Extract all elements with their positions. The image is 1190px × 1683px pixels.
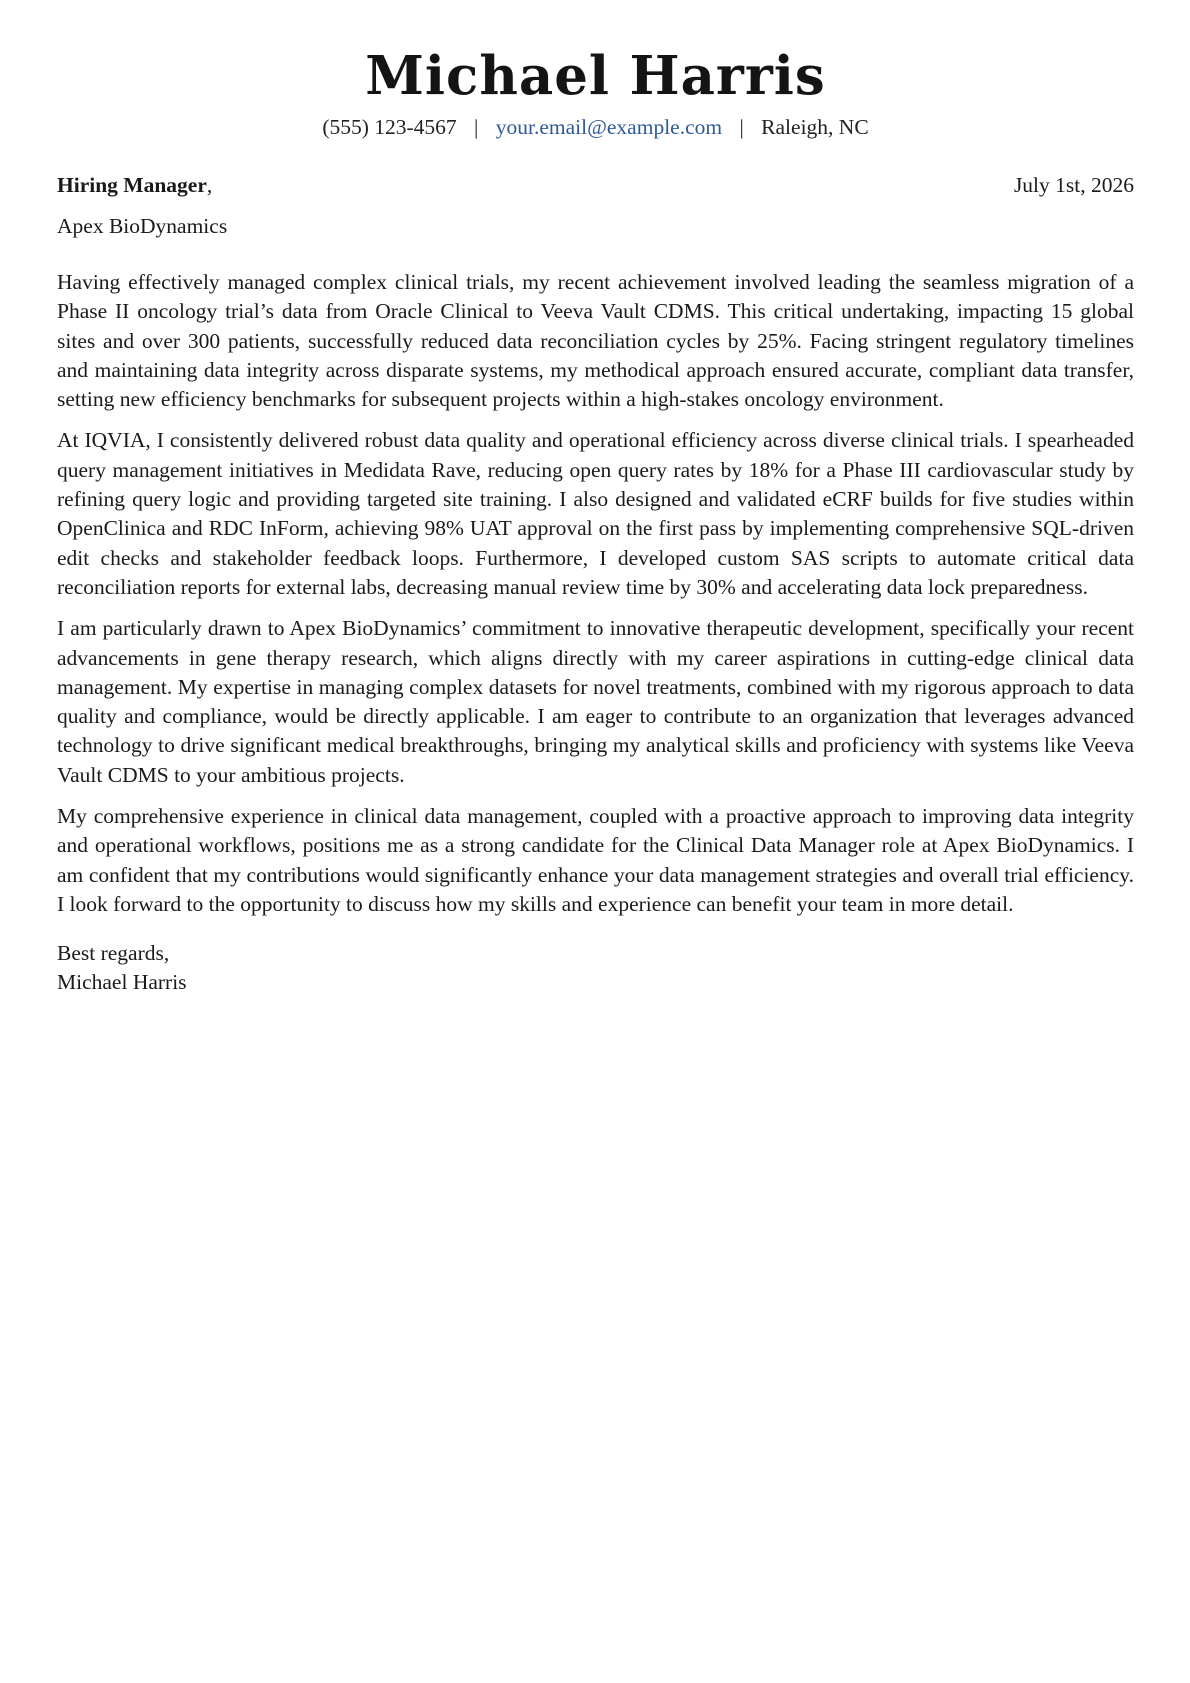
body-paragraph: I am particularly drawn to Apex BioDynamics’ commitment to innovative therapeutic development, specifically your recent advancements in gene therapy research, which aligns directly with my career aspirations in cutting-edge clinical data management. My expertise in managing complex datasets for novel treatments, combined with my rigorous approach to data quality and compliance, would be directly applicable. I am eager to contribute to an organization that leverages advanced technology to drive significant medical breakthroughs, bringing my analytical skills and proficiency with systems like Veeva Vault CDMS to your ambitious projects. [57,616,1134,787]
body-paragraph: My comprehensive experience in clinical data management, coupled with a proactive approach to improving data integrity and operational workflows, positions me as a strong candidate for the Clinical Data Manager role at Apex BioDynamics. I am confident that my contributions would significantly enhance your data management strategies and overall trial efficiency. I look forward to the opportunity to discuss how my skills and experience can benefit your team in more detail. [57,804,1134,916]
contact-separator: | [739,115,744,139]
recipient-company: Apex BioDynamics [57,214,228,238]
applicant-name: Michael Harris [365,45,826,107]
recipient-name: Hiring Manager [57,173,207,197]
location: Raleigh, NC [761,115,869,139]
recipient-greeting [57,171,212,199]
recipient-date-row [57,171,1134,199]
signature-name: Michael Harris [57,970,187,995]
contact-line [57,113,1134,141]
contact-separator: | [474,115,479,139]
email-link[interactable]: your.email@example.com [495,115,723,139]
body-paragraph: Having effectively managed complex clinical trials, my recent achievement involved leading the seamless migration of a Phase II oncology trial’s data from Oracle Clinical to Veeva Vault CDMS. This critical undertaking, impacting 15 global sites and over 300 patients, successfully reduced data reconciliation cycles by 25%. Facing stringent regulatory timelines and maintaining data integrity across disparate systems, my methodical approach ensured accurate, compliant data transfer, setting new efficiency benchmarks for subsequent projects within a high-stakes oncology environment. [57,270,1134,412]
letter-date: July 1st, 2026 [1013,173,1134,197]
body-paragraph: At IQVIA, I consistently delivered robust data quality and operational efficiency across diverse clinical trials. I spearheaded query management initiatives in Medidata Rave, reducing open query rates by 18% for a Phase III cardiovascular study by refining query logic and providing targeted site training. I also designed and validated eCRF builds for five studies within OpenClinica and RDC InForm, achieving 98% UAT approval on the first pass by implementing comprehensive SQL-driven edit checks and stakeholder feedback loops. Furthermore, I developed custom SAS scripts to automate critical data reconciliation reports for external labs, decreasing manual review time by 30% and accelerating data lock preparedness. [57,428,1134,599]
recipient-name-comma: , [206,173,213,197]
letter-body [57,268,1134,919]
closing-salutation: Best regards, [57,941,170,966]
letter-closing [57,939,1134,997]
phone-number: (555) 123-4567 [322,115,457,139]
